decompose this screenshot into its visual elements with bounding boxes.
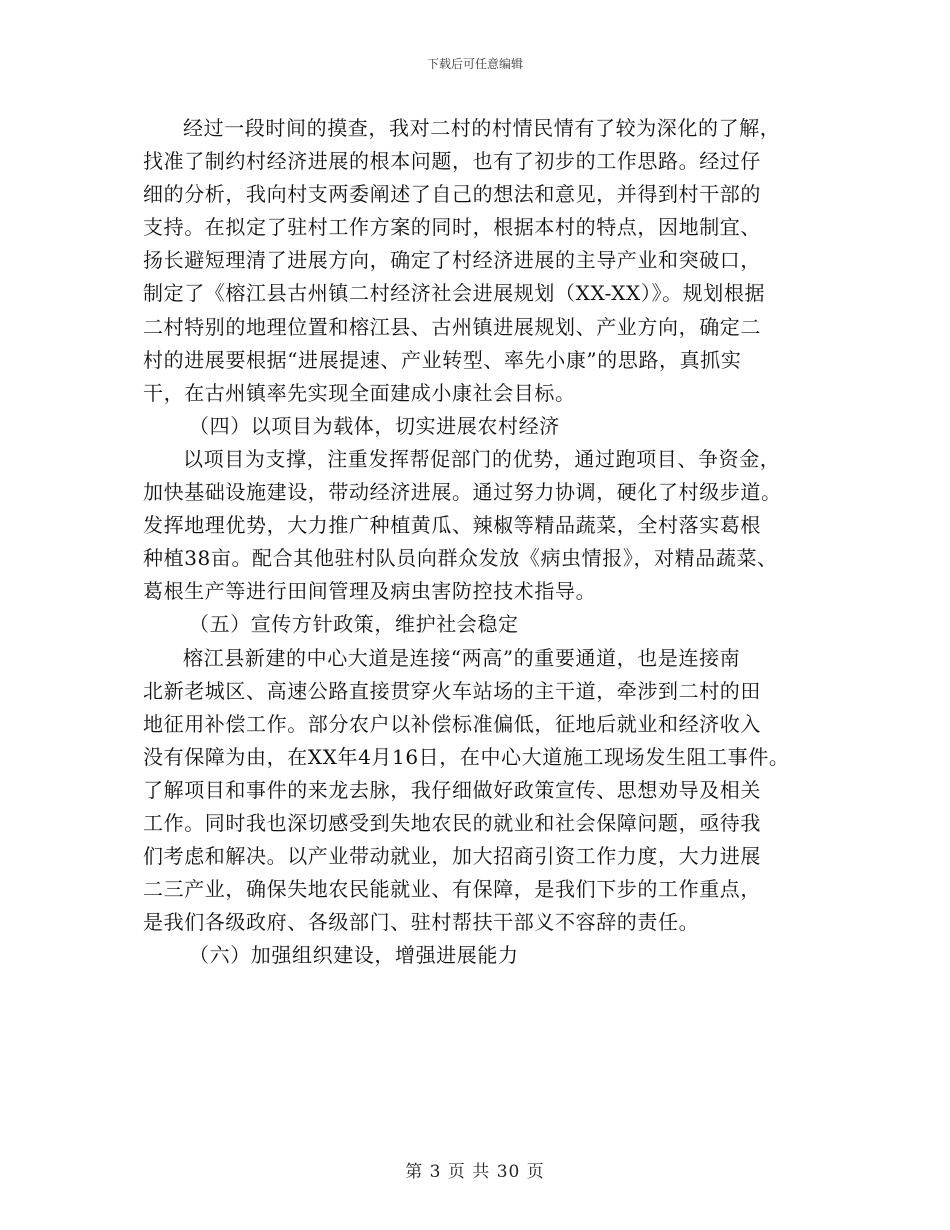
paragraph-line: 北新老城区、高速公路直接贯穿火车站场的主干道，牵涉到二村的田 xyxy=(143,678,761,703)
paragraph-line: 地征用补偿工作。部分农户以补偿标准偏低，征地后就业和经济收入 xyxy=(143,711,761,736)
paragraph-line: 扬长避短理清了进展方向，确定了村经济进展的主导产业和突破口， xyxy=(143,248,761,273)
paragraph-line: 是我们各级政府、各级部门、驻村帮扶干部义不容辞的责任。 xyxy=(143,910,700,935)
paragraph-line: 二村特别的地理位置和榕江县、古州镇进展规划、产业方向，确定二 xyxy=(143,314,761,339)
paragraph-line: 榕江县新建的中心大道是连接“两高”的重要通道，也是连接南 xyxy=(183,645,741,670)
paragraph-line: 工作。同时我也深切感受到失地农民的就业和社会保障问题，亟待我 xyxy=(143,810,761,835)
section-heading: （五）宣传方针政策，维护社会稳定 xyxy=(189,612,519,637)
paragraph-line: 加快基础设施建设，带动经济进展。通过努力协调，硬化了村级步道。 xyxy=(143,480,782,505)
paragraph-line: 种植38亩。配合其他驻村队员向群众发放《病虫情报》，对精品蔬菜、 xyxy=(143,546,778,571)
paragraph-line: 细的分析，我向村支两委阐述了自己的想法和意见，并得到村干部的 xyxy=(143,182,761,207)
document-body xyxy=(143,112,815,972)
section-heading: （四）以项目为载体，切实进展农村经济 xyxy=(189,413,560,438)
paragraph-line: 二三产业，确保失地农民能就业、有保障，是我们下步的工作重点， xyxy=(143,877,761,902)
paragraph-line: 干，在古州镇率先实现全面建成小康社会目标。 xyxy=(143,380,576,405)
paragraph-line: 葛根生产等进行田间管理及病虫害防控技术指导。 xyxy=(143,579,597,604)
paragraph-line: 经过一段时间的摸查，我对二村的村情民情有了较为深化的了解， xyxy=(183,116,781,140)
page-header: 下载后可任意编辑 xyxy=(426,57,523,71)
section-heading: （六）加强组织建设，增强进展能力 xyxy=(189,943,519,968)
paragraph-line: 村的进展要根据“进展提速、产业转型、率先小康”的思路，真抓实 xyxy=(143,347,742,372)
paragraph-line: 支持。在拟定了驻村工作方案的同时，根据本村的特点，因地制宜、 xyxy=(143,215,761,240)
paragraph-line: 没有保障为由，在XX年4月16日，在中心大道施工现场发生阻工事件。 xyxy=(143,744,790,769)
paragraph-line: 了解项目和事件的来龙去脉，我仔细做好政策宣传、思想劝导及相关 xyxy=(143,777,761,802)
paragraph-line: 以项目为支撑，注重发挥帮促部门的优势，通过跑项目、争资金， xyxy=(183,446,781,471)
page-footer: 第 3 页 共 30 页 xyxy=(405,1162,545,1182)
paragraph-line: 发挥地理优势，大力推广种植黄瓜、辣椒等精品蔬菜，全村落实葛根 xyxy=(143,513,761,538)
paragraph-line: 制定了《榕江县古州镇二村经济社会进展规划（XX-XX）》。规划根据 xyxy=(143,281,766,306)
paragraph-line: 找准了制约村经济进展的根本问题，也有了初步的工作思路。经过仔 xyxy=(143,149,761,174)
paragraph-line: 们考虑和解决。以产业带动就业，加大招商引资工作力度，大力进展 xyxy=(143,844,761,869)
